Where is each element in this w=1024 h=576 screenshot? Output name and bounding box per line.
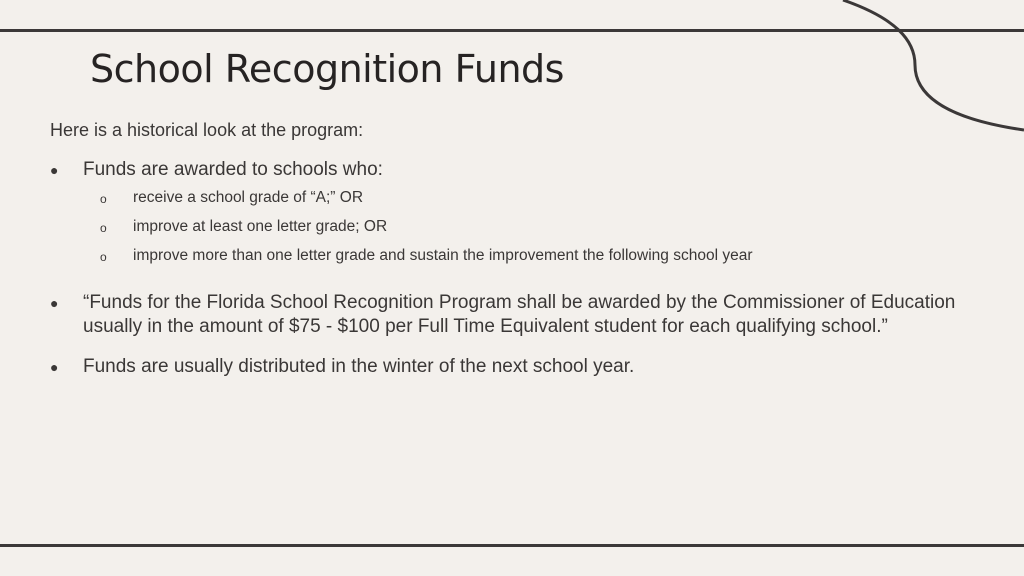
bullet-dot-icon: ● xyxy=(50,359,59,375)
sub-bullet-item xyxy=(83,188,990,217)
sub-bullet-text: receive a school grade of “A;” OR xyxy=(133,189,364,206)
intro-text: Here is a historical look at the program: xyxy=(50,120,364,140)
sub-bullet-text: improve at least one letter grade; OR xyxy=(133,218,388,235)
bullet-text: Funds are awarded to schools who: xyxy=(83,159,383,180)
bottom-divider-line xyxy=(0,544,1024,547)
bullet-text: Funds are usually distributed in the winter of the next school year. xyxy=(83,356,635,377)
bullet-item xyxy=(50,355,990,379)
sub-bullet-list xyxy=(83,188,990,275)
bullet-dot-icon: ● xyxy=(50,295,59,311)
bullet-item xyxy=(50,158,990,275)
sub-bullet-circle-icon: o xyxy=(100,192,107,206)
bullet-item xyxy=(50,291,990,339)
sub-bullet-item xyxy=(83,246,990,275)
bullet-text: “Funds for the Florida School Recognition Program shall be awarded by the Commissioner of Education usually in the amount of $75 - $100 per Full Time Equivalent student for each qualifying school.” xyxy=(83,292,956,337)
sub-bullet-item xyxy=(83,217,990,246)
sub-bullet-circle-icon: o xyxy=(100,250,107,264)
sub-bullet-text: improve more than one letter grade and sustain the improvement the following school year xyxy=(133,247,753,264)
bullet-dot-icon: ● xyxy=(50,162,59,178)
sub-bullet-circle-icon: o xyxy=(100,221,107,235)
slide-title: School Recognition Funds xyxy=(90,47,564,91)
bullet-list xyxy=(50,158,990,395)
